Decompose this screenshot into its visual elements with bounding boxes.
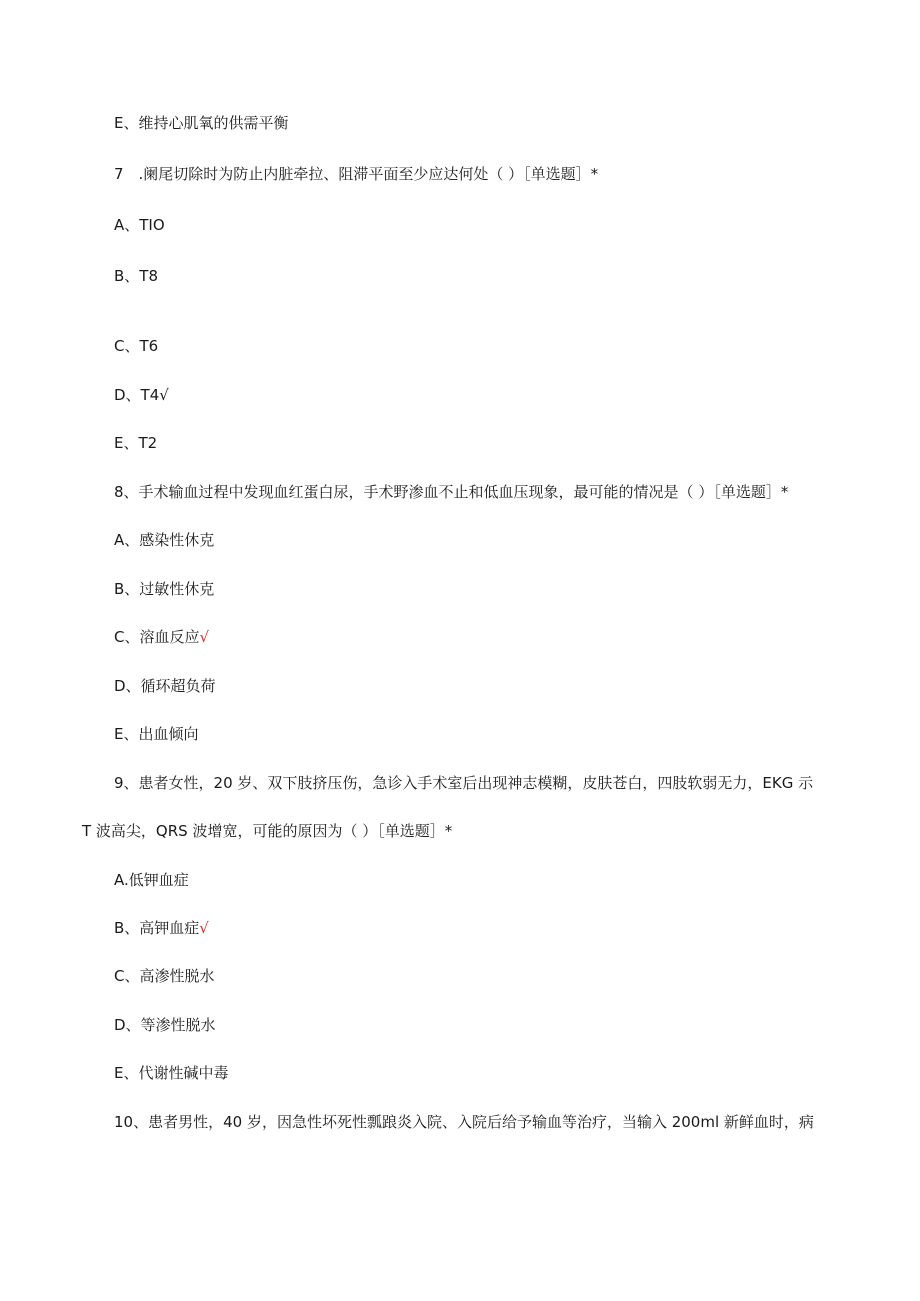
q9-option-a: A.低钾血症 [114, 871, 189, 889]
q9-question-line2: T 波高尖，QRS 波增宽，可能的原因为（ ）［单选题］* [82, 822, 453, 840]
q6-option-e: E、维持心肌氧的供需平衡 [114, 114, 289, 132]
q8-option-b: B、过敏性休克 [114, 580, 215, 598]
q7-option-e: E、T2 [114, 434, 158, 452]
q7-question: 7 .阑尾切除时为防止内脏牵拉、阻滞平面至少应达何处（ ）［单选题］* [114, 165, 599, 183]
q8-option-c [114, 627, 209, 647]
q7-option-d: D、T4√ [114, 386, 169, 404]
q8-question: 8、手术输血过程中发现血红蛋白尿，手术野渗血不止和低血压现象，最可能的情况是（ ）［单选题］* [114, 483, 789, 501]
q8-option-a: A、感染性休克 [114, 531, 215, 549]
q7-option-b: B、T8 [114, 267, 158, 285]
q8-correct-mark: √ [199, 628, 210, 646]
q7-option-c: C、T6 [114, 337, 159, 355]
q9-option-d: D、等渗性脱水 [114, 1016, 216, 1034]
q9-option-b-text: B、高钾血症 [114, 919, 200, 937]
q10-question-line1: 10、患者男性，40 岁，因急性坏死性瓢踉炎入院、入院后给予输血等治疗，当输入 200ml 新鲜血时，病 [114, 1113, 814, 1131]
q9-option-c: C、高渗性脱水 [114, 967, 215, 985]
q8-option-e: E、出血倾向 [114, 725, 199, 743]
q9-correct-mark: √ [199, 919, 209, 937]
q9-option-b [114, 918, 209, 938]
q7-option-a: A、TIO [114, 216, 165, 234]
q9-option-e: E、代谢性碱中毒 [114, 1064, 229, 1082]
q9-question-line1: 9、患者女性，20 岁、双下肢挤压伤，急诊入手术室后出现神志模糊，皮肤苍白，四肢软弱无力，EKG 示 [114, 774, 814, 792]
q8-option-c-text: C、溶血反应 [114, 628, 200, 646]
q8-option-d: D、循环超负荷 [114, 677, 216, 695]
